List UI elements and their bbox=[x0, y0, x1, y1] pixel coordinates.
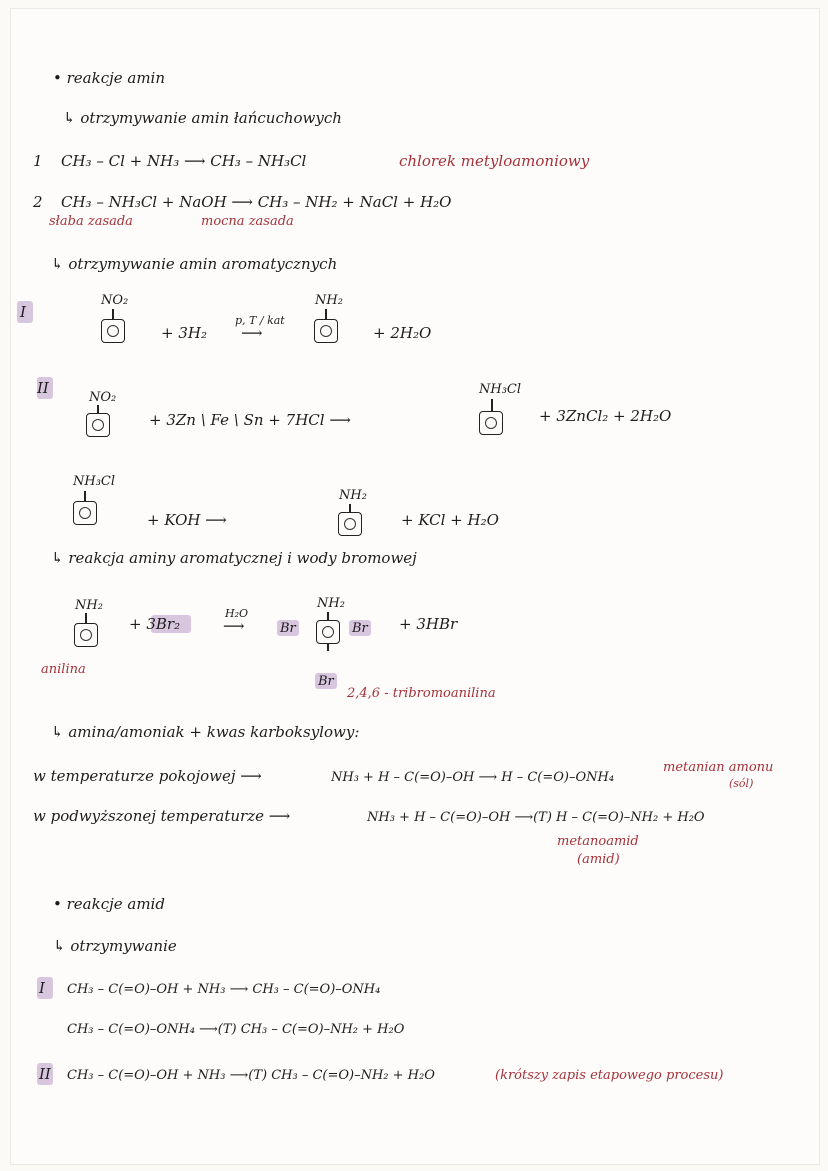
reaction-II-label: II bbox=[37, 379, 49, 397]
bromination-reagent: + 3Br₂ bbox=[129, 615, 181, 633]
bond-line bbox=[97, 405, 99, 413]
bromination-condition: H₂O bbox=[225, 607, 249, 620]
reaction-2-equation: CH₃ – NH₃Cl + NaOH ⟶ CH₃ – NH₂ + NaCl + H₂O bbox=[61, 193, 452, 211]
room-temp-equation: NH₃ + H – C(=O)–OH ⟶ H – C(=O)–ONH₄ bbox=[331, 770, 615, 785]
benzene-ring-icon bbox=[314, 319, 338, 343]
reaction-2-number: 2 bbox=[33, 193, 43, 211]
bond-line bbox=[349, 504, 351, 512]
product-bromine-left: Br bbox=[280, 621, 296, 636]
bond-line bbox=[85, 613, 87, 623]
bond-line bbox=[327, 612, 329, 620]
product-bromine-right: Br bbox=[352, 621, 368, 636]
bond-line bbox=[491, 399, 493, 411]
bond-line bbox=[325, 309, 327, 319]
bromination-byproduct: + 3HBr bbox=[399, 615, 458, 633]
amide-reaction-II-line: CH₃ – C(=O)–OH + NH₃ ⟶(T) CH₃ – C(=O)–NH₂ + H₂O bbox=[67, 1068, 435, 1083]
shorter-notation-note: (krótszy zapis etapowego procesu) bbox=[495, 1068, 724, 1083]
anilinium-substituent: NH₃Cl bbox=[479, 382, 522, 397]
benzene-ring-icon bbox=[73, 501, 97, 525]
amines-title: • reakcje amin bbox=[53, 69, 166, 87]
tribromoaniline-name: 2,4,6 - tribromoanilina bbox=[347, 686, 496, 701]
reaction-I-conditions: p, T / kat bbox=[235, 314, 285, 327]
benzene-ring-icon bbox=[101, 319, 125, 343]
nitrobenzene-substituent: NO₂ bbox=[89, 390, 117, 405]
aromatic-heading: ↳ otrzymywanie amin aromatycznych bbox=[51, 255, 338, 273]
notebook-page bbox=[10, 8, 820, 1165]
reaction-II-products: + 3ZnCl₂ + 2H₂O bbox=[539, 407, 672, 425]
amide-reaction-II-label: II bbox=[39, 1065, 51, 1083]
anilinium-substituent: NH₃Cl bbox=[73, 474, 116, 489]
product-amino-group: NH₂ bbox=[317, 596, 345, 611]
reaction-II-reagents: + 3Zn \ Fe \ Sn + 7HCl ⟶ bbox=[149, 411, 351, 429]
benzene-ring-icon bbox=[338, 512, 362, 536]
strong-base-label: mocna zasada bbox=[201, 214, 294, 229]
aniline-substituent: NH₂ bbox=[339, 488, 367, 503]
reaction-1-number: 1 bbox=[33, 152, 43, 170]
room-temp-label: w temperaturze pokojowej ⟶ bbox=[33, 767, 262, 785]
bond-line bbox=[84, 491, 86, 501]
amide-reaction-I-line-1: CH₃ – C(=O)–OH + NH₃ ⟶ CH₃ – C(=O)–ONH₄ bbox=[67, 982, 381, 997]
aniline-substituent: NH₂ bbox=[315, 293, 343, 308]
benzene-ring-icon bbox=[74, 623, 98, 647]
aliphatic-heading: ↳ otrzymywanie amin łańcuchowych bbox=[63, 109, 342, 127]
reaction-1-product-name: chlorek metyloamoniowy bbox=[399, 152, 590, 170]
benzene-ring-icon bbox=[479, 411, 503, 435]
aniline-label: anilina bbox=[41, 662, 86, 677]
amide-note: (amid) bbox=[577, 852, 620, 867]
amide-reaction-I-label: I bbox=[39, 979, 45, 997]
reaction-I-label: I bbox=[20, 303, 26, 321]
nitrobenzene-substituent: NO₂ bbox=[101, 293, 129, 308]
amide-reaction-I-line-2: CH₃ – C(=O)–ONH₄ ⟶(T) CH₃ – C(=O)–NH₂ + H₂O bbox=[67, 1022, 405, 1037]
ammonium-methanoate-name: metanian amonu bbox=[663, 760, 774, 775]
amides-obtain-heading: ↳ otrzymywanie bbox=[53, 937, 177, 955]
reaction-I-products: + 2H₂O bbox=[373, 324, 432, 342]
methanamide-name: metanoamid bbox=[557, 834, 639, 849]
benzene-ring-icon bbox=[316, 620, 340, 644]
reaction-III-reagents: + KOH ⟶ bbox=[147, 511, 227, 529]
salt-note: (sól) bbox=[729, 777, 754, 790]
bromine-heading: ↳ reakcja aminy aromatycznej i wody bromowej bbox=[51, 549, 417, 567]
reaction-I-arrow: ⟶ bbox=[241, 324, 263, 342]
high-temp-equation: NH₃ + H – C(=O)–OH ⟶(T) H – C(=O)–NH₂ + H₂O bbox=[367, 810, 705, 825]
amides-title: • reakcje amid bbox=[53, 895, 165, 913]
bromination-arrow: ⟶ bbox=[223, 617, 245, 635]
reaction-1-equation: CH₃ – Cl + NH₃ ⟶ CH₃ – NH₃Cl bbox=[61, 152, 307, 170]
reaction-III-products: + KCl + H₂O bbox=[401, 511, 499, 529]
high-temp-label: w podwyższonej temperaturze ⟶ bbox=[33, 807, 291, 825]
aniline-substituent: NH₂ bbox=[75, 598, 103, 613]
acid-heading: ↳ amina/amoniak + kwas karboksylowy: bbox=[51, 723, 360, 741]
product-bromine-bottom: Br bbox=[318, 674, 334, 689]
bond-line bbox=[112, 309, 114, 319]
bond-line bbox=[327, 643, 329, 651]
benzene-ring-icon bbox=[86, 413, 110, 437]
weak-base-label: słaba zasada bbox=[49, 214, 133, 229]
reaction-I-reagent: + 3H₂ bbox=[161, 324, 207, 342]
